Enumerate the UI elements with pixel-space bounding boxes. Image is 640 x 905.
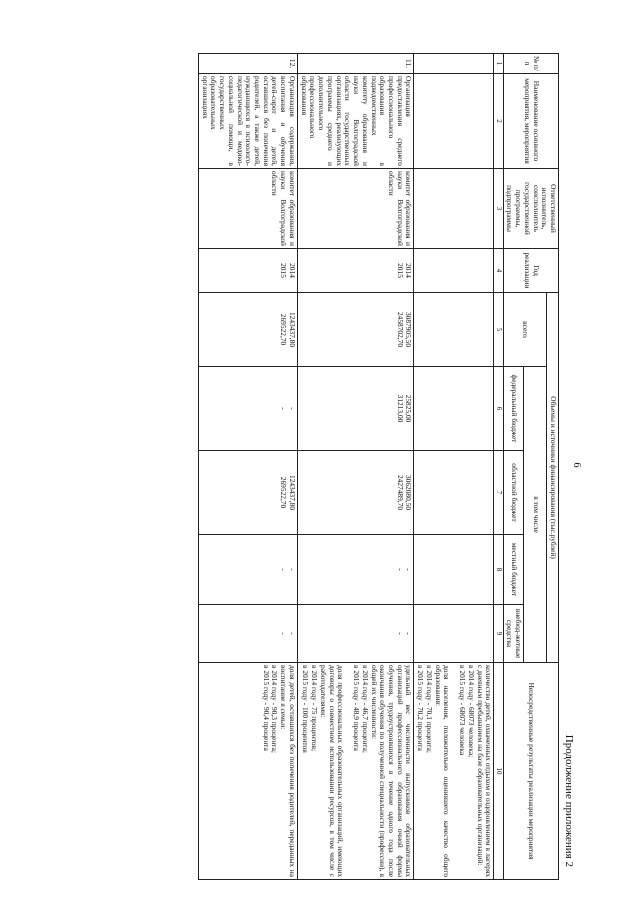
header-extra: внебюд-жетные средства <box>503 605 523 663</box>
total-cell <box>297 293 414 367</box>
table-row-continued <box>414 54 494 880</box>
federal-cell <box>198 367 297 451</box>
header-row-1 <box>547 54 559 880</box>
table-row-12 <box>198 54 297 880</box>
result-cell <box>198 663 297 880</box>
document-page <box>45 45 585 885</box>
local-value: - <box>404 568 414 571</box>
result-line: в 2014 году - 70,1 процента; <box>424 665 434 753</box>
result-line: в 2015 году - 68073 человека <box>458 665 468 756</box>
header-year: Год реализации <box>503 249 558 293</box>
col-number: 5 <box>494 293 503 367</box>
header-num: № п/п <box>503 54 558 74</box>
result-line: доля населения, положительно оценившего качество общего образования: <box>433 665 452 878</box>
result-line: в 2015 году - 48,9 процента <box>352 665 362 751</box>
year-value: 2015 <box>279 263 289 278</box>
row-number: 12. <box>198 54 297 74</box>
col-number: 1 <box>494 54 503 74</box>
extra-value: - <box>404 632 414 635</box>
header-federal: федеральный бюджет <box>503 367 523 451</box>
measure-name: Организация содержания, воспитания и обучения детей-сирот и детей, оставшихся без попечения родителей, а также детей, нуждающихся в психолого-педагогической и медико-социальной помощи, в государственных образовательных организациях <box>198 74 297 169</box>
federal-value: - <box>287 407 297 410</box>
result-line: в 2015 году - 70,2 процента <box>416 665 426 751</box>
result-line: удельный вес численности выпускников образовательных организаций профессионального образования очной формы обучения, трудоустроившихся в течение одного года после окончания обучения по полученной специальности (профессии), в общей их численности: <box>369 665 414 878</box>
table-row-11 <box>297 54 414 880</box>
year-value: 2015 <box>395 263 405 278</box>
total-value: 1243437,80 <box>287 311 297 348</box>
header-name: Наименование основного мероприятия, мероприятия <box>503 74 558 169</box>
result-line: в 2014 году - 75 процентов; <box>310 665 320 752</box>
result-line: количество детей, охваченных отдыхом и оздоровлением в лагерях с дневным пребыванием на базе образовательных организаций: <box>475 665 494 878</box>
local-cell <box>198 535 297 605</box>
local-value: - <box>287 568 297 571</box>
result-line: доля детей, оставшихся без попечения родителей, переданных на воспитание в семьи: <box>279 665 297 878</box>
local-cell <box>297 535 414 605</box>
extra-value: - <box>287 632 297 635</box>
federal-cell <box>297 367 414 451</box>
col-number: 8 <box>494 535 503 605</box>
extra-value: - <box>279 632 289 635</box>
total-cell <box>198 293 297 367</box>
program-table <box>198 53 559 880</box>
federal-value: - <box>279 407 289 410</box>
federal-value: 25825,00 <box>404 394 414 423</box>
header-executor: Ответственный исполнитель, соисполнитель государственной программы, подпрограммы <box>503 169 558 249</box>
year-value: 2014 <box>404 263 414 278</box>
regional-cell <box>198 451 297 535</box>
col-number: 6 <box>494 367 503 451</box>
regional-value: 3062080,50 <box>404 474 414 511</box>
extra-cell <box>297 605 414 663</box>
header-funding: Объемы и источники финансирования (тыс.рублей) <box>547 293 559 663</box>
col-number: 3 <box>494 169 503 249</box>
result-line: доля профессиональных образовательных организаций, имеющих договоры о совместном использовании ресурсов, в том числе с работодателями: <box>318 665 346 878</box>
header-total: всего <box>503 293 547 367</box>
row-number: 11. <box>297 54 414 74</box>
appendix-caption: Продолжение приложения 2 <box>563 734 575 867</box>
result-line: в 2014 году - 46,7 процента; <box>360 665 370 753</box>
years-cell <box>198 249 297 293</box>
result-line: в 2014 году - 90,3 процента; <box>270 665 280 753</box>
regional-value: 269522,70 <box>279 476 289 509</box>
col-number: 10 <box>494 663 503 880</box>
years-cell <box>297 249 414 293</box>
result-line: в 2015 году - 100 процентов <box>301 665 311 753</box>
total-value: 2458702,70 <box>395 311 405 348</box>
regional-value: 1243437,80 <box>287 474 297 511</box>
page-number: 6 <box>571 462 582 468</box>
federal-value: 31213,00 <box>395 394 405 423</box>
executor: комитет образования и науки Волгоградской области <box>297 169 414 249</box>
regional-cell <box>297 451 414 535</box>
regional-value: 2427489,70 <box>395 474 405 511</box>
result-cell <box>297 663 414 880</box>
executor: комитет образования и науки Волгоградской области <box>198 169 297 249</box>
header-regional: областной бюджет <box>503 451 523 535</box>
measure-name: Организация предоставления среднего профессионального образования в подведомственных комитету образования и науки Волгоградской области государственных организациях, реализующих программы среднего и дополнительного профессионального образования <box>297 74 414 169</box>
header-in-that: в том числе <box>524 367 547 663</box>
extra-cell <box>198 605 297 663</box>
local-value: - <box>279 568 289 571</box>
extra-value: - <box>395 632 405 635</box>
header-local: местный бюджет <box>503 535 523 605</box>
result-cell <box>414 663 494 880</box>
total-value: 3087905,50 <box>404 311 414 348</box>
result-line: в 2015 году - 90,4 процента <box>261 665 271 751</box>
local-value: - <box>395 568 405 571</box>
col-number: 4 <box>494 249 503 293</box>
col-number: 9 <box>494 605 503 663</box>
header-result: Непосредственные результаты реализации мероприятия <box>503 663 558 880</box>
year-value: 2014 <box>287 263 297 278</box>
column-number-row <box>494 54 503 880</box>
col-number: 2 <box>494 74 503 169</box>
col-number: 7 <box>494 451 503 535</box>
total-value: 269522,70 <box>279 313 289 346</box>
result-line: в 2014 году - 68073 человека; <box>466 665 476 758</box>
